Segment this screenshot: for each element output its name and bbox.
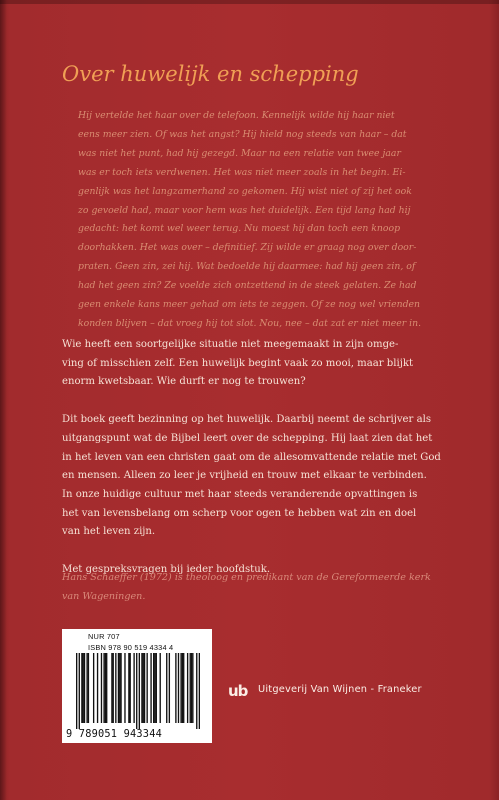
barcode-bar (133, 653, 134, 723)
barcode-bar (139, 653, 140, 729)
quote-line: geen enkele kans meer gehad om iets te zeggen. Of ze nog wel vrienden (78, 299, 421, 311)
blurb-paragraph-2 (62, 411, 466, 542)
barcode-bar (169, 653, 170, 723)
author-line: Hans Schaeffer (1972) is theoloog en predikant van de Gereformeerde kerk (62, 572, 431, 583)
publisher-logo: ub (228, 682, 248, 700)
barcode-bar (79, 653, 80, 729)
barcode-bar (166, 653, 167, 723)
barcode-bar (119, 653, 120, 723)
barcode-bar (128, 653, 129, 723)
blurb-line: van het leven zijn. (62, 526, 156, 538)
barcode-bar (83, 653, 84, 723)
barcode-bar (160, 653, 161, 723)
barcode-bar (175, 653, 176, 723)
barcode-bar (81, 653, 82, 723)
blurb-line: uitgangspunt wat de Bijbel leert over de schepping. Hij laat zien dat het (62, 432, 433, 444)
top-edge-shadow (0, 0, 499, 4)
barcode-bar (182, 653, 183, 723)
barcode-bar (156, 653, 157, 723)
quote-line: had het geen zin? Ze voelde zich ontzettend in de steek gelaten. Ze had (78, 280, 417, 292)
opening-quote (78, 107, 464, 334)
quote-line: praten. Geen zin, zei hij. Wat bedoelde hij daarmee: had hij geen zin, of (78, 261, 416, 273)
blurb-line: ving of misschien zelf. Een huwelijk begint vaak zo mooi, maar blijkt (62, 357, 414, 369)
barcode-bar (130, 653, 131, 723)
barcode-bar (101, 653, 102, 723)
barcode-bar (190, 653, 191, 723)
barcode-bar (144, 653, 145, 723)
barcode-bar (153, 653, 154, 723)
quote-line: eens meer zien. Of was het angst? Hij hield nog steeds van haar – dat (78, 128, 407, 140)
author-bio (62, 569, 466, 606)
barcode-bar (141, 653, 142, 723)
barcode-bar (120, 653, 121, 723)
blurb-line: in het leven van een christen gaat om de allesomvattende relatie met God (62, 451, 441, 463)
quote-line: was er toch iets verdwenen. Het was niet meer zoals in het begin. Ei- (78, 166, 406, 178)
barcode-bar (124, 653, 125, 723)
barcode-bar (178, 653, 179, 723)
barcode-bar (146, 653, 147, 723)
barcode-bar (113, 653, 114, 723)
barcode-bar (118, 653, 119, 723)
barcode-bar (88, 653, 89, 723)
blurb-line: Met gespreksvragen bij ieder hoofdstuk. (62, 564, 271, 576)
barcode-panel (62, 629, 212, 743)
book-title: Over huwelijk en schepping (62, 62, 359, 86)
barcode-bar (103, 653, 104, 723)
quote-line: zo gevoeld had, maar voor hem was het duidelijk. Een tijd lang had hij (78, 204, 411, 216)
barcode-bar (191, 653, 192, 723)
publisher-name: Uitgeverij Van Wijnen - Franeker (258, 684, 422, 695)
barcode-bar (154, 653, 155, 723)
blurb-body (62, 336, 466, 599)
isbn-number: ISBN 978 90 519 4334 4 (88, 643, 174, 652)
barcode-bar (97, 653, 98, 723)
barcode-bar (199, 653, 200, 729)
blurb-line: Wie heeft een soortgelijke situatie niet meegemaakt in zijn omge- (62, 339, 399, 350)
barcode-bar (143, 653, 144, 723)
barcode-bar (183, 653, 184, 723)
blurb-line: Dit boek geeft bezinning op het huwelijk. Daarbij neemt de schrijver als (62, 414, 431, 426)
barcode-bar (84, 653, 85, 723)
author-line: van Wageningen. (62, 590, 146, 602)
quote-line: doorhakken. Het was over – definitief. Zij wilde er graag nog over door- (78, 242, 417, 254)
nur-code: NUR 707 (88, 632, 120, 641)
barcode-bar (187, 653, 188, 723)
barcode-bars (76, 653, 200, 729)
barcode-bar (196, 653, 197, 729)
quote-line: gedacht: het komt wel weer terug. Nu moest hij dan toch een knoop (78, 223, 401, 235)
barcode-bar (76, 653, 77, 729)
blurb-paragraph-1 (62, 336, 466, 392)
barcode-bar (192, 653, 193, 723)
quote-line: konden blijven – dat vroeg hij tot slot. Nou, nee – dat zat er niet meer in. (78, 317, 422, 329)
barcode-bar (150, 653, 151, 723)
barcode-bar (105, 653, 106, 723)
quote-line: genlijk was het langzamerhand zo gekomen. Hij wist niet of zij het ook (78, 185, 412, 197)
quote-line: was niet het punt, had hij gezegd. Maar na een relatie van twee jaar (78, 147, 401, 159)
blurb-line: en mensen. Alleen zo leer je vrijheid en trouw met elkaar te verbinden. (62, 470, 427, 482)
blurb-line: enorm kwetsbaar. Wie durft er nog te trouwen? (62, 376, 306, 388)
barcode-digits: 9 789051 943344 (66, 728, 162, 740)
barcode-bar (180, 653, 181, 723)
barcode-bar (106, 653, 107, 723)
quote-line: Hij vertelde het haar over de telefoon. Kennelijk wilde hij haar niet (78, 110, 395, 121)
barcode-bar (111, 653, 112, 723)
barcode-bar (136, 653, 137, 729)
spine-shadow (0, 0, 7, 800)
blurb-line: het van levensbelang om scherp voor ogen te hebben wat zin en doel (62, 507, 417, 519)
barcode-bar (93, 653, 94, 723)
barcode-bar (115, 653, 116, 723)
blurb-line: In onze huidige cultuur met haar steeds veranderende opvattingen is (62, 488, 418, 500)
barcode-bar (86, 653, 87, 723)
